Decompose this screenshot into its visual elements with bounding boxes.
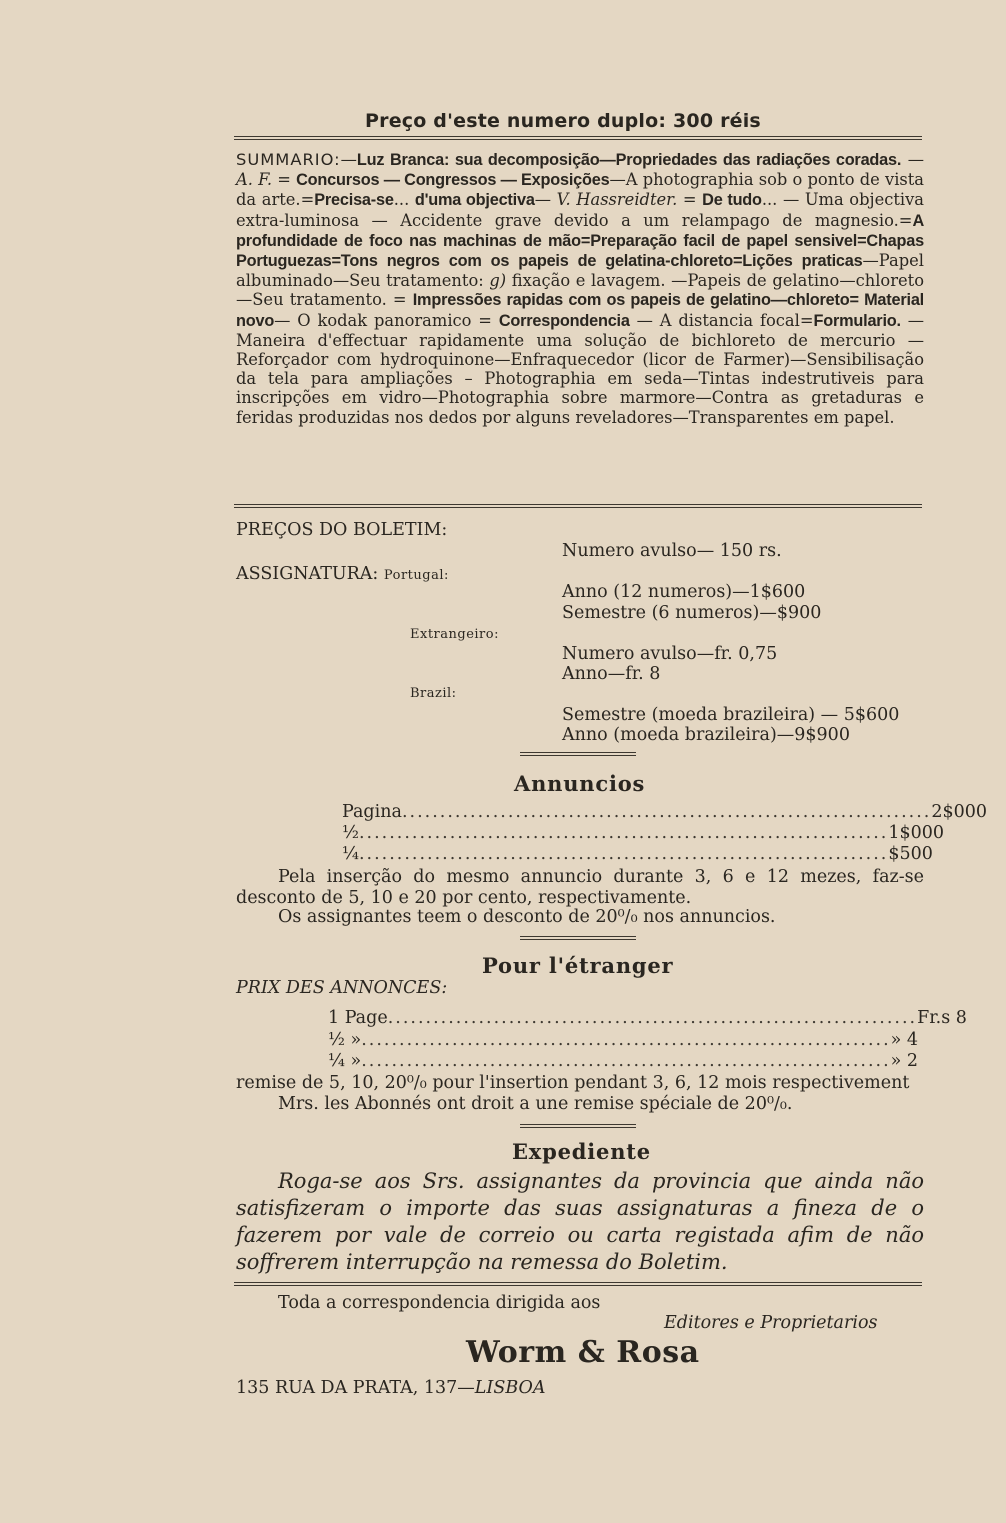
semestre-br: Semestre (moeda brazileira) — 5$600 [562, 705, 900, 725]
price-header: Preço d'este numero duplo: 300 réis [365, 110, 761, 132]
precos-rule [520, 752, 636, 756]
assignatura-label: ASSIGNATURA: Portugal: [236, 564, 449, 584]
summary-text-segment: — Maneira d'effectuar rapidamente uma solução de bichloreto de mercurio — Reforçador com hydroquinone—Enfraquecedor (licor de Farmer)—Sensibilisação da tela para ampliações – Photographia em seda—Tintas indestrutiveis para inscripções em vidro—Photographia sobre marmore—Contra as gretaduras e feridas produzidas nos dedos por alguns reveladores—Transparentes em papel. [236, 310, 924, 427]
footer-editores: Editores e Proprietarios [664, 1313, 878, 1333]
summary-italic-segment: g) [489, 271, 507, 291]
summary-bold-segment: Impressões rapidas com os papeis de gelatino—chloreto= Material novo [236, 291, 924, 330]
footer-firm: Worm & Rosa [466, 1335, 700, 1370]
summary-bold-segment: De tudo [702, 191, 762, 210]
summary-text-segment: — [340, 150, 357, 169]
summary-italic-segment: A. F. [236, 170, 273, 190]
summary-text-segment: = [677, 190, 703, 210]
summary-bold-segment: Correspondencia [498, 311, 630, 330]
summary-bold-segment: d'uma objectiva [414, 191, 535, 210]
summary-text-segment: — A distancia focal= [629, 310, 814, 330]
etranger-row-quart: ¼ » ...................................................................... » 2 [328, 1051, 919, 1071]
summary-text-segment: ... — Uma objectiva extra-luminosa — Accidente grave devido a um relampago de magnesio.= [236, 190, 924, 230]
etranger-title: Pour l'étranger [482, 953, 674, 978]
etranger-abonnes: Mrs. les Abonnés ont droit a une remise spéciale de 20⁰/₀. [278, 1094, 793, 1114]
etranger-rule [520, 1124, 636, 1128]
summary-bold-segment: Formulario. [813, 311, 901, 330]
summary-text-segment: — O kodak panoramico = [274, 310, 499, 330]
anno-ext: Anno—fr. 8 [562, 664, 661, 684]
anno-br: Anno (moeda brazileira)—9$900 [562, 725, 850, 745]
expediente-title: Expediente [512, 1139, 651, 1164]
summary-bold-segment: Concursos — Congressos — Exposições [296, 171, 610, 190]
annuncios-desconto: Pela inserção do mesmo annuncio durante 3, 6 e 12 mezes, faz-se desconto de 5, 10 e 20 por cento, respectivamente. [236, 867, 924, 908]
annuncios-title: Annuncios [514, 771, 646, 796]
etranger-row-page: 1 Page ...................................................................... Fr.s 8 [328, 1008, 967, 1028]
footer-correspondencia: Toda a correspondencia dirigida aos [278, 1293, 601, 1313]
summary-italic-segment: V. Hassreidter. [556, 190, 678, 210]
footer-address: 135 RUA DA PRATA, 137—LISBOA [236, 1378, 546, 1398]
summary-bold-segment: Precisa-se [314, 191, 394, 210]
summary-text-segment: ... [393, 190, 415, 210]
summary-text-segment: = [272, 170, 297, 190]
summary-rule [234, 504, 922, 508]
summary-text-segment: fixação e lavagem. —Papeis de gelatino—chloreto—Seu tratamento. = [236, 271, 924, 310]
summary-paragraph [236, 150, 924, 427]
summary-bold-segment: Luz Branca: sua decomposição—Propriedades das radiações coradas. [356, 151, 902, 169]
annuncio-row-pagina: Pagina ...................................................................... 2$000 [342, 802, 988, 822]
annuncio-row-meia: ½ ...................................................................... 1$000 [342, 823, 945, 843]
summary-bold-segment: A profundidade de foco nas machinas de mão=Preparação facil de papel sensivel=Chapas Portuguezas=Tons negros com os papeis de gelatina-chloreto=Lições praticas [236, 211, 924, 271]
summary-text-segment: —A photographia sob o ponto de vista da arte.= [236, 170, 925, 210]
summary-body [236, 150, 924, 427]
anno-pt: Anno (12 numeros)—1$600 [562, 582, 806, 602]
annuncio-row-quarto: ¼ ...................................................................... $500 [342, 844, 933, 864]
expediente-rule [234, 1282, 922, 1286]
summary-text-segment: — [534, 190, 557, 210]
expediente-text: Roga-se aos Srs. assignantes da provincia que ainda não satisfizeram o importe das suas assignaturas a fineza de o fazerem por vale de correio ou carta registada afim de não soffrerem interrupção na remessa do Boletim. [236, 1169, 924, 1274]
summary-text-segment: —Papel albuminado—Seu tratamento: [236, 251, 924, 291]
annuncios-assignantes: Os assignantes teem o desconto de 20⁰/₀ nos annuncios. [278, 907, 776, 927]
brazil-label: Brazil: [410, 686, 457, 701]
precos-title: PREÇOS DO BOLETIM: [236, 520, 448, 540]
summary-text-segment: — [901, 150, 924, 169]
semestre-pt: Semestre (6 numeros)—$900 [562, 603, 822, 623]
etranger-subtitle: PRIX DES ANNONCES: [236, 978, 448, 998]
summary-label: SUMMARIO: [236, 150, 341, 169]
portugal-label: Portugal: [383, 568, 449, 583]
annuncios-rule [520, 936, 636, 940]
header-rule [234, 136, 922, 140]
numero-avulso-pt: Numero avulso— 150 rs. [562, 541, 782, 561]
extrangeiro-label: Extrangeiro: [410, 627, 499, 642]
numero-avulso-ext: Numero avulso—fr. 0,75 [562, 644, 778, 664]
etranger-row-demi: ½ » ...................................................................... » 4 [328, 1030, 919, 1050]
etranger-remise: remise de 5, 10, 20⁰/₀ pour l'insertion pendant 3, 6, 12 mois respectivement [236, 1073, 910, 1093]
